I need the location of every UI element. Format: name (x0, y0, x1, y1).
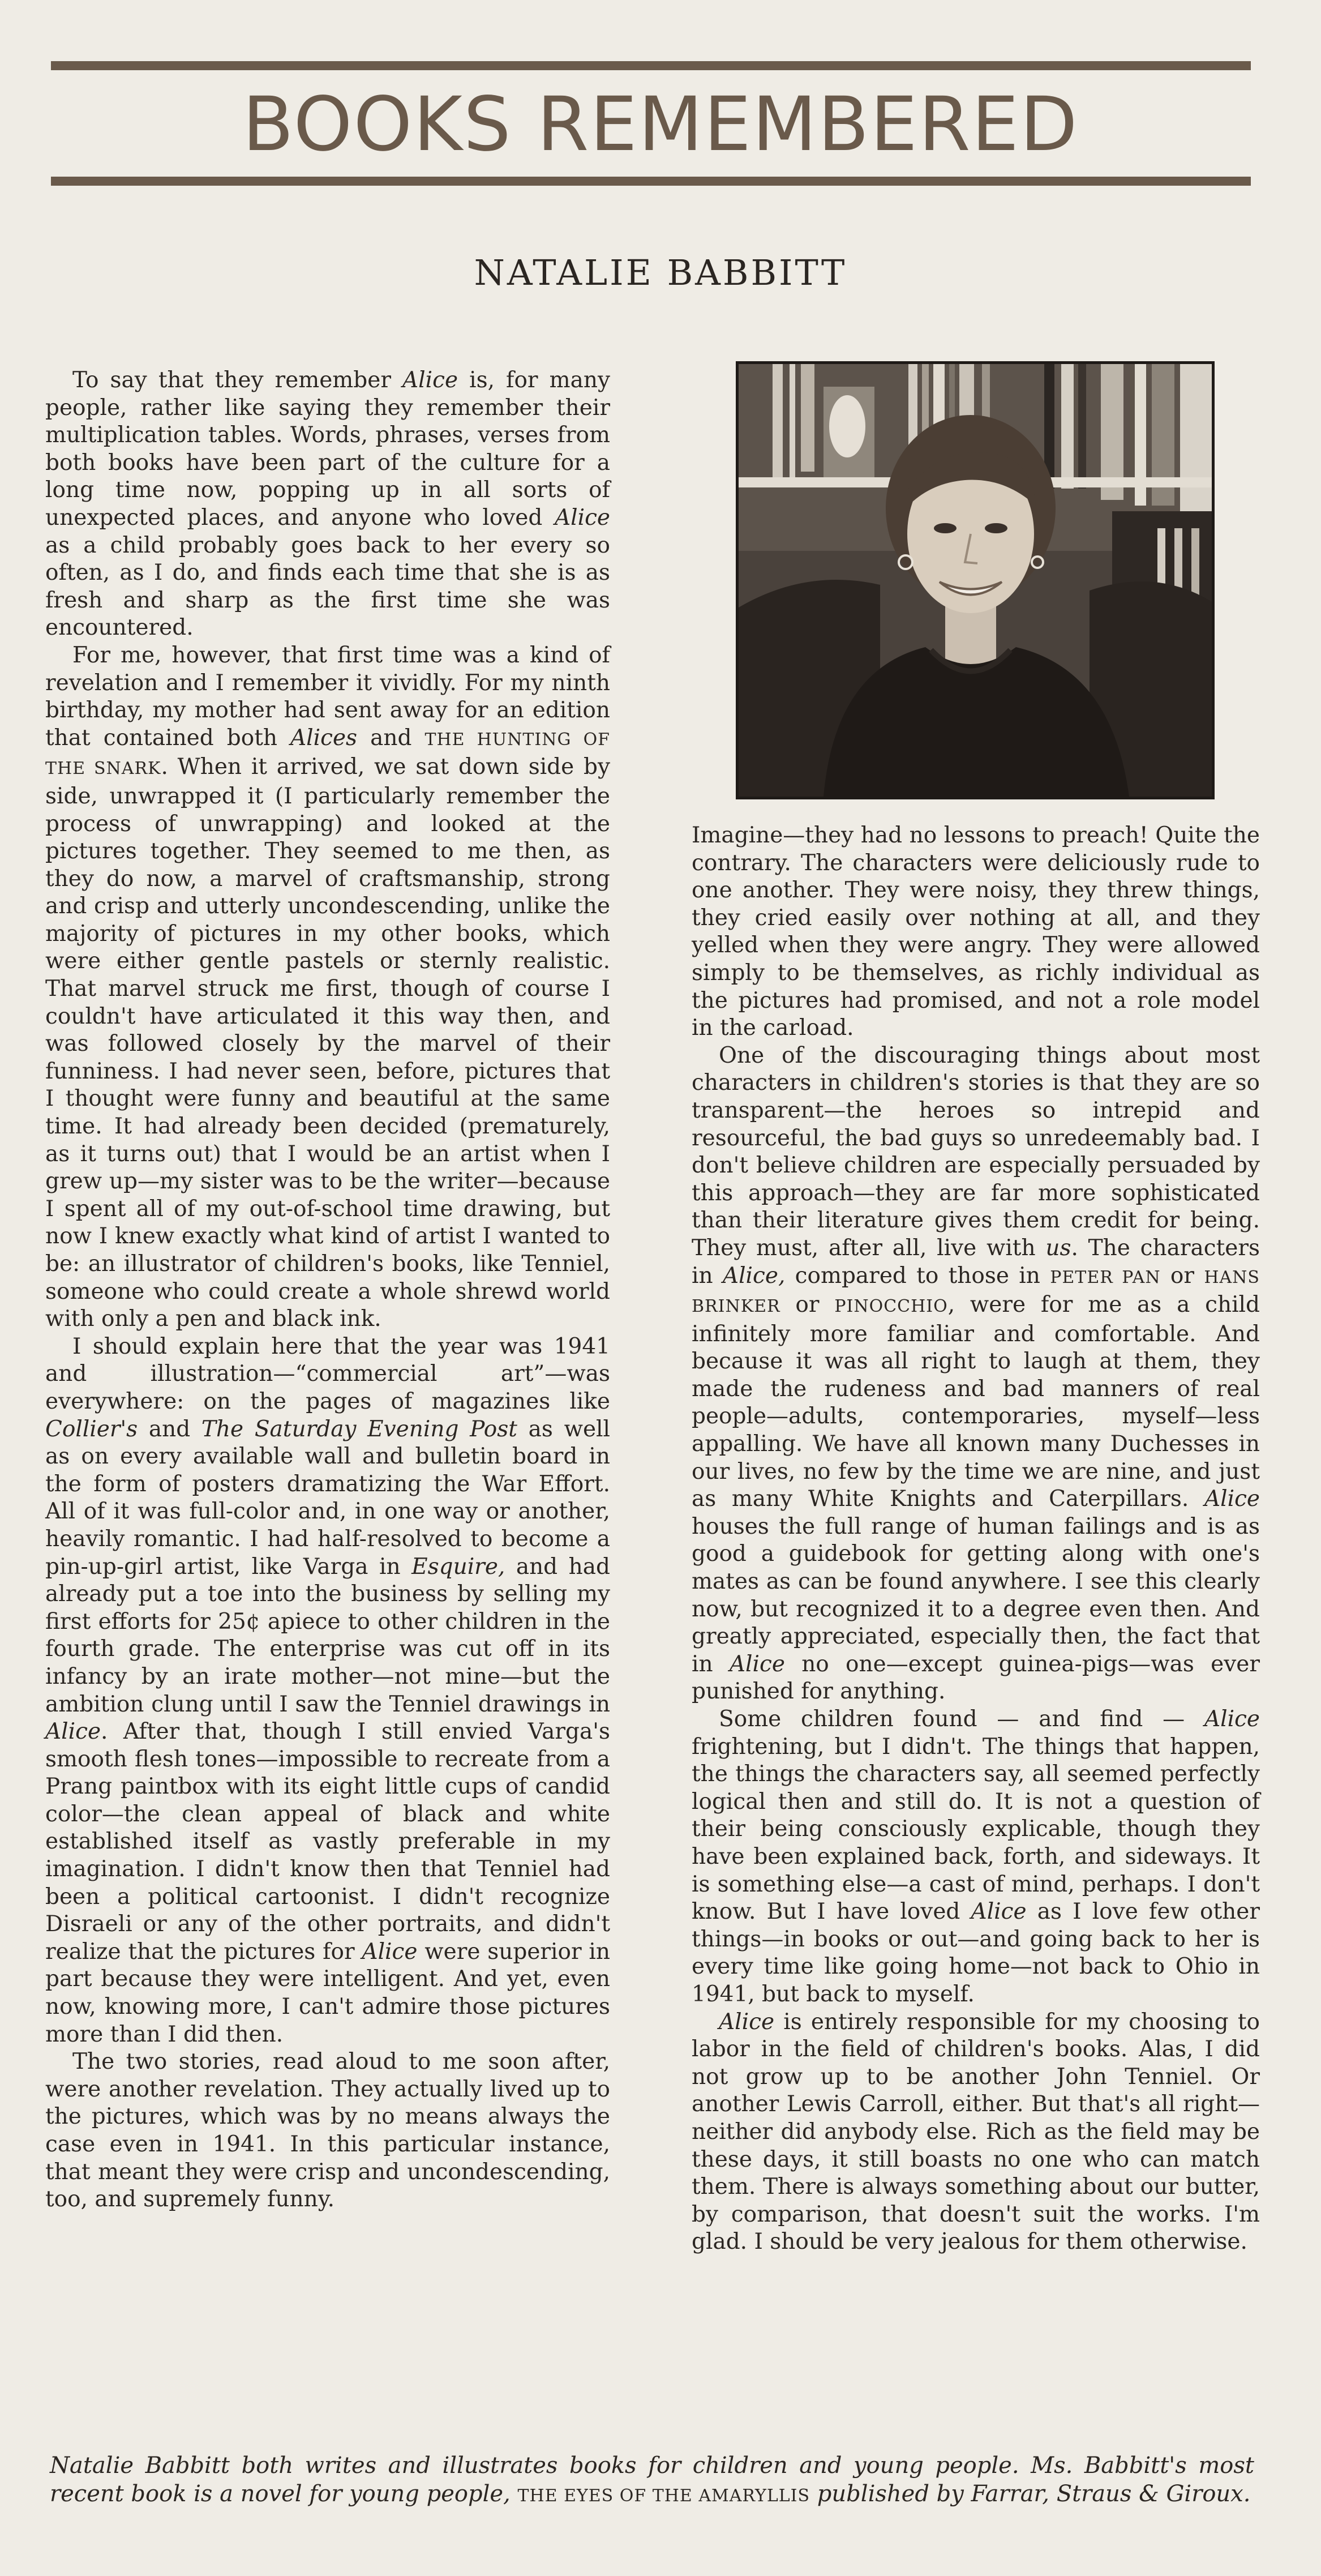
author-byline: NATALIE BABBITT (474, 252, 847, 293)
book-title: HANS BRINKER (692, 1267, 1260, 1317)
paragraph: Some children found — and find — Alice frightening, but I didn't. The things that happen, the things the characters say, all seemed perfectly logical then and still do. It is not a question of their being consciously explicable, though they have been explained back, forth, and sideways. It is something else—a cast of mind, perhaps. I don't know. But I have loved Alice as I love few other things—in books or out—and going back to her is every time like going home—not back to Ohio in 1941, but back to myself. (692, 1706, 1260, 2007)
book-title: THE HUNTING OF THE SNARK (45, 729, 610, 779)
bottom-rule (51, 177, 1251, 186)
author-portrait-image (739, 364, 1212, 797)
author-photo (736, 361, 1215, 799)
book-title: PETER PAN (1050, 1267, 1161, 1287)
book-title: PINOCCHIO (834, 1296, 948, 1317)
page-title: BOOKS REMEMBERED (242, 81, 1079, 168)
book-title: THE EYES OF THE AMARYLLIS (517, 2486, 810, 2506)
paragraph: For me, however, that first time was a kind of revelation and I remember it vividly. For my ninth birthday, my mother had sent away for an edition that contained both Alices and THE HUNTING OF THE SNARK. When it arrived, we sat down side by side, unwrapped it (I particularly remember the process of unwrapping) and looked at the pictures together. They seemed to me then, as they do now, a marvel of craftsmanship, strong and crisp and utterly uncondescending, unlike the majority of pictures in my other books, which were either gentle pastels or sternly realistic. That marvel struck me first, though of course I couldn't have articulated it this way then, and was followed closely by the marvel of their funniness. I had never seen, before, pictures that I thought were funny and beautiful at the same time. It had already been decided (prematurely, as it turns out) that I would be an artist when I grew up—my sister was to be the writer—because I spent all of my out-of-school time drawing, but now I knew exactly what kind of artist I wanted to be: an illustrator of children's books, like Tenniel, someone who could create a whole shrewd world with only a pen and black ink. (45, 642, 611, 1332)
paragraph: Alice is entirely responsible for my choosing to labor in the field of children's books. Alas, I did not grow up to be another John Tenniel. Or another Lewis Carroll, either. But that's all right—neither did anybody else. Rich as the field may be these days, it still boasts no one who can match them. There is always something about our butter, by comparison, that doesn't suit the works. I'm glad. I should be very jealous for them otherwise. (692, 2009, 1260, 2255)
left-column (45, 367, 610, 2214)
paragraph: Imagine—they had no lessons to preach! Quite the contrary. The characters were deliciously rude to one another. They were noisy, they threw things, they cried easily over nothing at all, and they yelled when they were angry. They were allowed simply to be themselves, as richly individual as the pictures had promised, and not a role model in the carload. (692, 823, 1260, 1041)
paragraph: One of the discouraging things about most characters in children's stories is that they are so transparent—the heroes so intrepid and resourceful, the bad guys so unredeemably bad. I don't believe children are especially persuaded by this approach—they are far more sophisticated than their literature gives them credit for being. They must, after all, live with us. The characters in Alice, compared to those in PETER PAN or HANS BRINKER or PINOCCHIO, were for me as a child infinitely more familiar and comfortable. And because it was all right to laugh at them, they made the rudeness and bad manners of real people—adults, contemporaries, myself—less appalling. We have all known many Duchesses in our lives, no few by the time we are nine, and just as many White Knights and Caterpillars. Alice houses the full range of human failings and is as good a guidebook for getting along with one's mates as can be found anywhere. I see this clearly now, but recognized it to a degree even then. And greatly appreciated, especially then, the fact that in Alice no one—except guinea-pigs—was ever punished for anything. (692, 1042, 1260, 1705)
right-column (692, 822, 1260, 2256)
author-bio-caption: Natalie Babbitt both writes and illustrates books for children and young people. Ms. Babbitt's most recent book is a novel for young people, THE EYES OF THE AMARYLLIS published by Farrar, Straus & Giroux. (50, 2453, 1254, 2507)
top-rule (51, 61, 1251, 70)
paragraph: To say that they remember Alice is, for many people, rather like saying they remember their multiplication tables. Words, phrases, verses from both books have been part of the culture for a long time now, popping up in all sorts of unexpected places, and anyone who loved Alice as a child probably goes back to her every so often, as I do, and finds each time that she is as fresh and sharp as the first time she was encountered. (45, 367, 610, 641)
paragraph: I should explain here that the year was 1941 and illustration—“commercial art”—was everywhere: on the pages of magazines like Collier's and The Saturday Evening Post as well as on every available wall and bulletin board in the form of posters dramatizing the War Effort. All of it was full-color and, in one way or another, heavily romantic. I had half-resolved to become a pin-up-girl artist, like Varga in Esquire, and had already put a toe into the business by selling my first efforts for 25¢ apiece to other children in the fourth grade. The enterprise was cut off in its infancy by an irate mother—not mine—but the ambition clung until I saw the Tenniel drawings in Alice. After that, though I still envied Varga's smooth flesh tones—impossible to recreate from a Prang paintbox with its eight little cups of candid color—the clean appeal of black and white established itself as vastly preferable in my imagination. I didn't know then that Tenniel had been a political cartoonist. I didn't recognize Disraeli or any of the other portraits, and didn't realize that the pictures for Alice were superior in part because they were intelligent. And yet, even now, knowing more, I can't admire those pictures more than I did then. (45, 1333, 611, 2047)
paragraph: The two stories, read aloud to me soon after, were another revelation. They actually lived up to the pictures, which was by no means always the case even in 1941. In this particular instance, that meant they were crisp and uncondescending, too, and supremely funny. (45, 2049, 610, 2213)
